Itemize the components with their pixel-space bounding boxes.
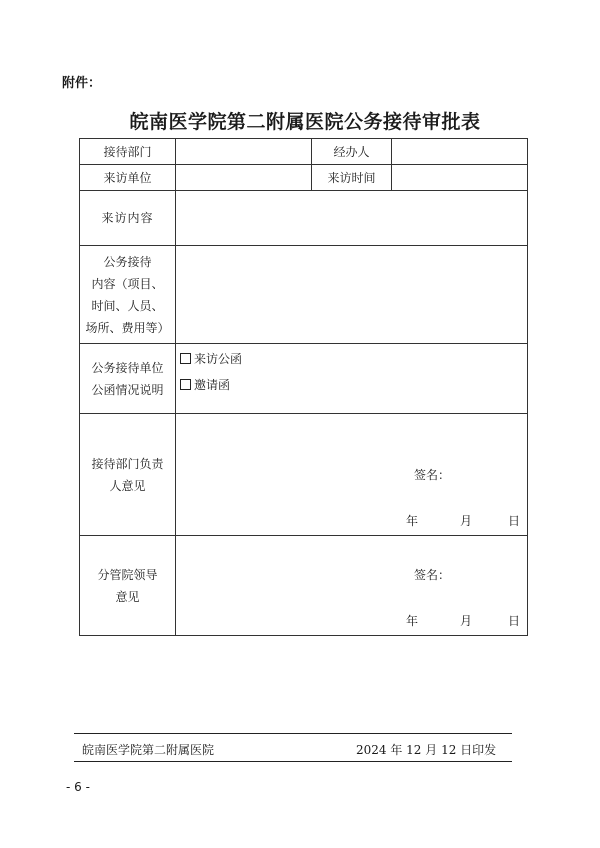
dept-head-sign-label: 签名： xyxy=(414,468,451,482)
row-leader xyxy=(80,536,528,636)
reception-content-label xyxy=(80,246,176,344)
dept-head-label xyxy=(80,414,176,536)
option-visit-letter-text: 来访公函 xyxy=(194,352,243,366)
option-invitation-letter[interactable] xyxy=(176,372,527,398)
letter-label-line1: 公务接待单位 xyxy=(91,360,164,375)
option-visit-letter[interactable] xyxy=(176,346,527,372)
visit-content-label: 来访内容 xyxy=(80,191,176,246)
visit-time-field[interactable] xyxy=(392,165,528,191)
dept-head-date-month: 月 xyxy=(460,514,473,528)
visitor-unit-label: 来访单位 xyxy=(80,165,176,191)
letter-options-cell xyxy=(176,344,528,414)
dept-head-label-line2: 人意见 xyxy=(109,478,146,493)
row-dept-head xyxy=(80,414,528,536)
row-reception-content xyxy=(80,246,528,344)
leader-label xyxy=(80,536,176,636)
visit-content-field[interactable] xyxy=(176,191,528,246)
reception-label-line3: 时间、人员、 xyxy=(91,298,164,313)
handler-field[interactable] xyxy=(392,139,528,165)
leader-label-line1: 分管院领导 xyxy=(97,567,158,582)
leader-date-year: 年 xyxy=(406,614,419,628)
row-visitor xyxy=(80,165,528,191)
leader-date-month: 月 xyxy=(460,614,473,628)
footer-top-rule xyxy=(74,733,512,734)
handler-label: 经办人 xyxy=(312,139,392,165)
row-visit-content xyxy=(80,191,528,246)
dept-head-date-day: 日 xyxy=(508,514,521,528)
page-number: - 6 - xyxy=(66,780,90,794)
dept-label: 接待部门 xyxy=(80,139,176,165)
visitor-unit-field[interactable] xyxy=(176,165,312,191)
letter-label-line2: 公函情况说明 xyxy=(91,382,164,397)
footer-bottom-rule xyxy=(74,761,512,762)
visit-time-label: 来访时间 xyxy=(312,165,392,191)
leader-opinion-field[interactable] xyxy=(176,536,528,636)
checkbox-invitation-letter[interactable] xyxy=(180,379,191,390)
reception-content-field[interactable] xyxy=(176,246,528,344)
dept-head-label-line1: 接待部门负责 xyxy=(91,456,164,471)
option-invitation-letter-text: 邀请函 xyxy=(194,378,231,392)
reception-label-line2: 内容（项目、 xyxy=(91,276,164,291)
dept-head-date-year: 年 xyxy=(406,514,419,528)
leader-date-day: 日 xyxy=(508,614,521,628)
letter-label xyxy=(80,344,176,414)
row-letter xyxy=(80,344,528,414)
leader-sign-label: 签名： xyxy=(414,568,451,582)
footer-issue-date: 2024 年 12 月 12 日印发 xyxy=(356,743,497,757)
checkbox-visit-letter[interactable] xyxy=(180,353,191,364)
leader-label-line2: 意见 xyxy=(115,589,140,604)
footer-issuer: 皖南医学院第二附属医院 xyxy=(82,743,215,757)
attachment-label: 附件： xyxy=(62,76,102,91)
form-title: 皖南医学院第二附属医院公务接待审批表 xyxy=(129,111,481,133)
approval-form-table xyxy=(79,138,528,636)
reception-label-line4: 场所、费用等） xyxy=(85,320,170,335)
reception-label-line1: 公务接待 xyxy=(103,254,152,269)
dept-head-opinion-field[interactable] xyxy=(176,414,528,536)
row-dept xyxy=(80,139,528,165)
dept-field[interactable] xyxy=(176,139,312,165)
